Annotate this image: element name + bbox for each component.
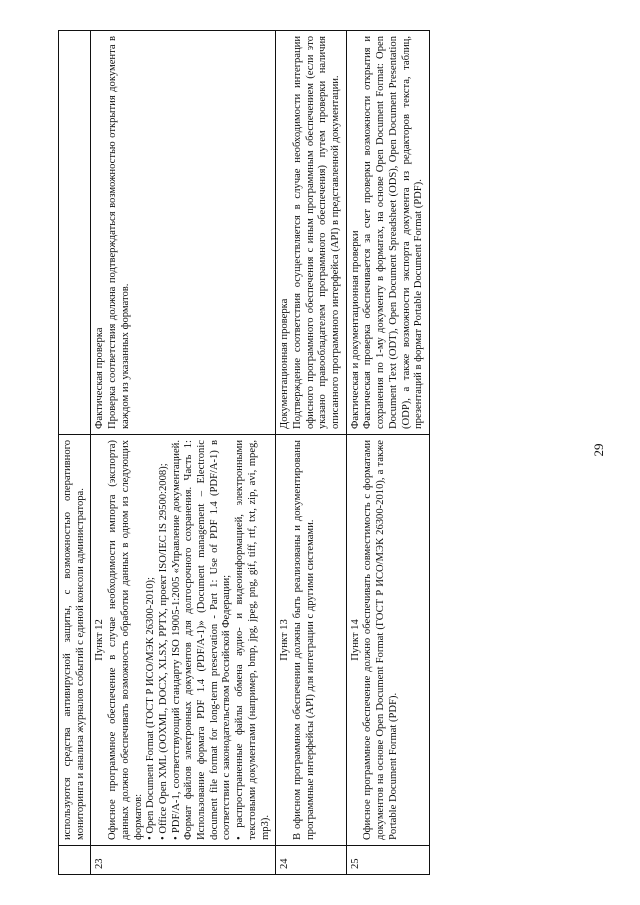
clause-heading: Пункт 13 <box>279 619 291 661</box>
verification-type: Документационная проверка <box>279 298 291 429</box>
format-item: • PDF/A-1, соответствующий стандарту ISO 19005-1:2005 «Управление документацией. Формат файлов электронных документов для долгосрочного сохранения. Часть 1: Использование формата PDF 1.4 (PDF/A-1)» (Document management – Electronic document file format for long-term preservation - Part 1: Use of PDF 1.4 (PDF/A-1) в соответствии с законодательством Российской Федерации; <box>170 440 233 840</box>
requirements-table <box>58 30 430 875</box>
table-row-continuation <box>59 31 91 875</box>
verification-cell <box>346 31 429 435</box>
requirement-text: В офисном программном обеспечении должны быть реализованы и документированы программные интерфейсы (API) для интеграции с другими системами. <box>291 440 316 840</box>
page-number: 29 <box>591 443 606 457</box>
continuation-left-cell: используются средства антивирусной защиты, с возможностью оперативного мониторинга и анализа журналов событий с единой консоли администратора. <box>59 435 91 846</box>
row-number-empty <box>59 846 91 875</box>
verification-type: Фактическая и документационная проверки <box>349 230 361 429</box>
rotated-table-sheet <box>58 30 578 875</box>
row-number: 24 <box>276 846 347 875</box>
verification-cell <box>276 31 347 435</box>
format-item: • распространенные файлы обмена аудио- и видеоинформацией, электронными текстовыми документами (например, bmp, jpg, jpeg, png, gif, tiff, rtf, txt, zip, avi, mpeg, mp3). <box>234 440 271 840</box>
clause-heading: Пункт 14 <box>349 619 361 661</box>
row-number: 23 <box>91 846 276 875</box>
format-item: • Office Open XML (OOXML, DOCX, XLSX, PPTX, проект ISO/IEC IS 29500:2008); <box>157 463 169 840</box>
verification-text: Фактическая проверка обеспечивается за счет проверки возможности открытия и сохранения по 1-му документу в форматах, на основе Open Document Format: Open Document Text (ODT), Open Document Spreadsheet (ODS), Open Document Presentation (ODP), а также возможности экспорта документа из редакторов текста, таблиц, презентаций в формат Portable Document Format (PDF). <box>362 36 425 429</box>
table-row <box>276 31 347 875</box>
requirement-intro: Офисное программное обеспечение в случае необходимости импорта (экспорта) данных должно обеспечивать возможность обработки данных в одном из следующих форматов: <box>107 440 144 840</box>
table-row <box>346 31 429 875</box>
verification-type: Фактическая проверка <box>94 327 106 429</box>
requirement-text: Офисное программное обеспечение должно обеспечивать совместимость с форматами документов на основе Open Document Format (ГОСТ Р ИСО/МЭК 26300-2010), а также Portable Document Format (PDF). <box>362 440 399 840</box>
continuation-right-cell <box>59 31 91 435</box>
requirement-cell <box>91 435 276 846</box>
table-row <box>91 31 276 875</box>
clause-heading: Пункт 12 <box>94 619 106 661</box>
verification-cell <box>91 31 276 435</box>
verification-text: Проверка соответствия должна подтверждаться возможностью открытия документа в каждом из указанных форматов. <box>107 36 131 429</box>
row-number: 25 <box>346 846 429 875</box>
verification-text: Подтверждение соответствия осуществляется в случае необходимости интеграции офисного программного обеспечения с иным программным обеспечением (если это указано правообладателем программного обеспечения) путем проверки наличия описанного программного интерфейса (API) в представленной документации. <box>291 36 342 429</box>
requirement-cell <box>346 435 429 846</box>
format-item: • Open Document Format (ГОСТ Р ИСО/МЭК 26300-2010); <box>145 577 157 840</box>
requirement-cell <box>276 435 347 846</box>
